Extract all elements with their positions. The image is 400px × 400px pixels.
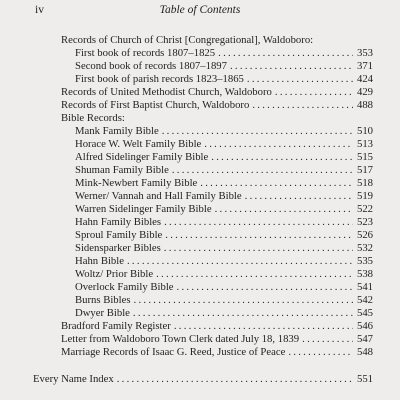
dot-leader	[133, 307, 353, 320]
toc-entry	[75, 242, 373, 255]
toc-entry	[61, 34, 369, 47]
dot-leader	[172, 164, 353, 177]
dot-leader	[177, 281, 353, 294]
toc-entry-page: 510	[356, 125, 373, 137]
dot-leader	[164, 216, 353, 229]
toc-entry	[61, 346, 373, 359]
toc-entry	[75, 47, 373, 60]
dot-leader	[218, 47, 353, 60]
toc-entry-page: 532	[356, 242, 373, 254]
toc-entry-title: Horace W. Welt Family Bible	[75, 138, 202, 150]
toc-entry	[61, 333, 373, 346]
toc-entry	[75, 294, 373, 307]
toc-entry-title: Mank Family Bible	[75, 125, 159, 137]
toc-entry	[75, 307, 373, 320]
toc-entry	[75, 164, 373, 177]
dot-leader	[230, 60, 353, 73]
toc-entry	[75, 229, 373, 242]
toc-entry-page: 548	[356, 346, 373, 358]
toc-entry-page: 518	[356, 177, 373, 189]
toc-entry-title: First book of parish records 1823–1865	[75, 73, 244, 85]
toc-entry	[75, 216, 373, 229]
toc-entry-page: 429	[356, 86, 373, 98]
page-number: iv	[35, 4, 44, 16]
toc-entry-title: Hahn Family Bibles	[75, 216, 162, 228]
toc-entry-page: 526	[356, 229, 373, 241]
toc-entry-title: Bible Records:	[61, 112, 125, 124]
toc-entry-title: Letter from Waldoboro Town Clerk dated July 18, 1839	[61, 333, 300, 345]
toc-entry-title: Woltz/ Prior Bible	[75, 268, 154, 280]
toc-entry-title: Burns Bibles	[75, 294, 131, 306]
toc-entry-title: Records of Church of Christ [Congregational], Waldoboro:	[61, 34, 314, 46]
toc-entry-page: 541	[356, 281, 373, 293]
toc-entry-title: Every Name Index	[33, 373, 114, 385]
dot-leader	[211, 151, 353, 164]
toc-entry-page: 371	[356, 60, 373, 72]
dot-leader	[164, 242, 353, 255]
toc-entry-title: Warren Sidelinger Family Bible	[75, 203, 212, 215]
dot-leader	[302, 333, 353, 346]
dot-leader	[127, 255, 353, 268]
toc-entry	[75, 281, 373, 294]
dot-leader	[275, 86, 353, 99]
toc-entry	[75, 177, 373, 190]
toc-entry-title: Hahn Bible	[75, 255, 124, 267]
toc-entry-title: Sproul Family Bible	[75, 229, 163, 241]
dot-leader	[245, 190, 353, 203]
toc-entry-title: Records of First Baptist Church, Waldoboro	[61, 99, 250, 111]
toc-entry-page: 522	[356, 203, 373, 215]
toc-entry	[33, 373, 373, 386]
toc-entry-page: 547	[356, 333, 373, 345]
toc-entry-page: 515	[356, 151, 373, 163]
toc-entry-page: 535	[356, 255, 373, 267]
toc-entry-title: Sidensparker Bibles	[75, 242, 161, 254]
toc-entry-page: 488	[356, 99, 373, 111]
toc-entry-page: 538	[356, 268, 373, 280]
toc-entry	[75, 73, 373, 86]
dot-leader	[200, 177, 353, 190]
toc-entry-page: 519	[356, 190, 373, 202]
toc-entry-title: Shuman Family Bible	[75, 164, 169, 176]
toc-entry	[75, 60, 373, 73]
toc-entry-title: Werner/ Vannah and Hall Family Bible	[75, 190, 242, 202]
toc-entry-title: First book of records 1807–1825	[75, 47, 216, 59]
toc-entry	[75, 151, 373, 164]
toc-entry-page: 353	[356, 47, 373, 59]
toc-entry-title: Bradford Family Register	[61, 320, 171, 332]
dot-leader	[162, 125, 353, 138]
toc-entry-title: Alfred Sidelinger Family Bible	[75, 151, 209, 163]
dot-leader	[174, 320, 353, 333]
toc-entry-page: 513	[356, 138, 373, 150]
dot-leader	[165, 229, 353, 242]
toc-entry-page: 546	[356, 320, 373, 332]
toc-entry-page: 523	[356, 216, 373, 228]
toc-entry-page: 545	[356, 307, 373, 319]
dot-leader	[215, 203, 353, 216]
toc-entry-title: Second book of records 1807–1897	[75, 60, 227, 72]
toc-entry	[75, 203, 373, 216]
toc-entry	[75, 125, 373, 138]
toc-entry-title: Overlock Family Bible	[75, 281, 174, 293]
toc-entry-page: 542	[356, 294, 373, 306]
toc-entry	[75, 255, 373, 268]
toc-entry-page: 551	[356, 373, 373, 385]
dot-leader	[288, 346, 353, 359]
toc-entry-title: Dwyer Bible	[75, 307, 130, 319]
toc-entry	[75, 190, 373, 203]
toc-entry	[75, 268, 373, 281]
dot-leader	[156, 268, 353, 281]
toc-entry-title: Mink-Newbert Family Bible	[75, 177, 198, 189]
toc-entry	[61, 112, 373, 125]
running-title: Table of Contents	[159, 4, 241, 16]
toc-entry-title: Records of United Methodist Church, Waldoboro	[61, 86, 272, 98]
toc-entry-page: 424	[356, 73, 373, 85]
dot-leader	[117, 373, 353, 386]
dot-leader	[247, 73, 353, 86]
toc-entry	[61, 320, 373, 333]
dot-leader	[134, 294, 353, 307]
toc-entry-title: Marriage Records of Isaac G. Reed, Justice of Peace	[61, 346, 286, 358]
toc-entry	[61, 99, 373, 112]
toc-entry	[75, 138, 373, 151]
dot-leader	[252, 99, 353, 112]
toc-entry	[61, 86, 373, 99]
toc-entry-page: 517	[356, 164, 373, 176]
dot-leader	[204, 138, 353, 151]
